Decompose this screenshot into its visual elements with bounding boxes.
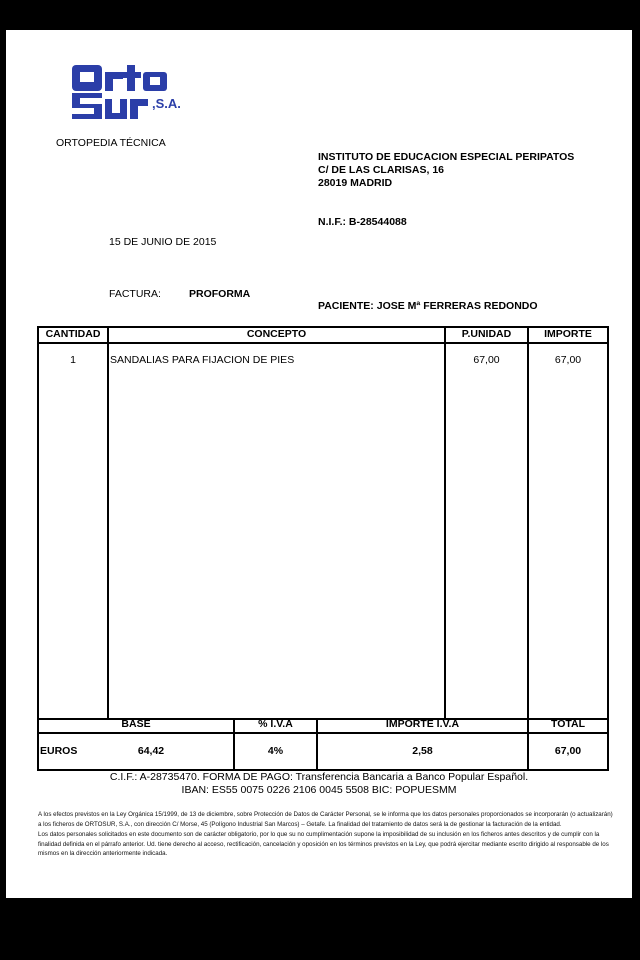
legal-paragraph-1: A los efectos previstos en la Ley Orgánica 15/1999, de 13 de diciembre, sobre Protección de Datos de Carácter Personal, se le informa que los datos personales proporcionados se incorporarán (o actualizarán) a los ficheros de ORTOSUR, S.A., con dirección C/ Morse, 45 (Polígono Industrial San Marcos) – Getafe. La finalidad del tratamiento de datos será la de gestionar la facturación de la entidad. [38,811,613,828]
row-unit-price: 67,00 [473,354,500,366]
row-concept: SANDALIAS PARA FIJACION DE PIES [110,354,295,366]
invoice-type: PROFORMA [189,288,251,300]
recipient-address: C/ DE LAS CLARISAS, 16 [318,164,445,176]
totals-base: 64,42 [137,745,165,757]
row-amount: 67,00 [554,354,582,366]
patient-name: PACIENTE: JOSE Mª FERRERAS REDONDO [318,300,538,312]
header-amount: IMPORTE [544,328,592,340]
invoice-label: FACTURA: [109,288,161,300]
legal-notice [38,810,614,860]
row-qty: 1 [70,354,76,366]
totals-header-total: TOTAL [550,718,586,730]
totals-header-vat-amount: IMPORTE I.V.A [385,718,460,730]
recipient-name: INSTITUTO DE EDUCACION ESPECIAL PERIPATOS [318,151,575,163]
invoice-table [37,326,609,771]
recipient-city: 28019 MADRID [318,177,393,189]
invoice-date: 15 DE JUNIO DE 2015 [109,236,217,248]
legal-paragraph-2: Los datos personales solicitados en este documento son de carácter obligatorio, por lo que su no cumplimentación supone la imposibilidad de su inclusión en los ficheros antes descritos y de cumplir con la finalidad definida en el párrafo anterior. Ud. tiene derecho al acceso, rectificación, cancelación y oposición en los términos previstos en la Ley, que podrá ejercitar mediante escrito dirigido al responsable de los mismos en la dirección anteriormente indicada. [38,831,609,858]
recipient-nif: N.I.F.: B-28544088 [318,216,407,228]
totals-header-base: BASE [121,718,151,730]
payment-line-2: IBAN: ES55 0075 0226 2106 0045 5508 BIC: POPUESMM [181,784,457,796]
totals-total: 67,00 [554,745,582,757]
header-qty: CANTIDAD [45,328,101,340]
totals-header-vat-pct: % I.V.A [258,718,293,730]
ortosur-logo [70,63,216,123]
totals-vat-amount: 2,58 [412,745,433,757]
company-subtitle: ORTOPEDIA TÉCNICA [56,137,166,149]
payment-line-1: C.I.F.: A-28735470. FORMA DE PAGO: Transferencia Bancaria a Banco Popular Español. [109,771,529,783]
invoice-page [6,30,632,898]
totals-currency: EUROS [40,745,78,757]
header-unit-price: P.UNIDAD [461,328,512,340]
totals-vat-pct: 4% [267,745,284,757]
logo-suffix: ,S.A. [152,96,181,111]
header-concept: CONCEPTO [246,328,307,340]
